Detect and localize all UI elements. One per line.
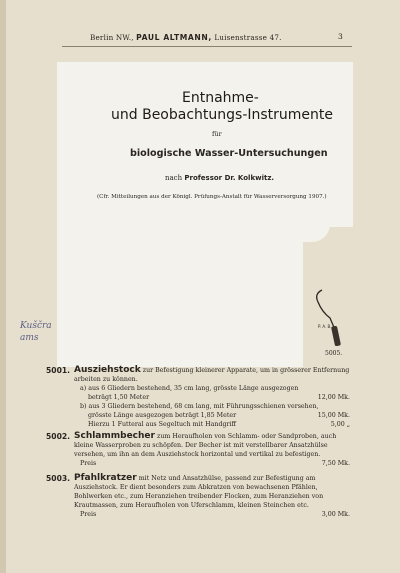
variant-a-text: beträgt 1,50 Meter <box>88 394 150 401</box>
cutout-right-notch <box>300 220 330 242</box>
variant-a-line: a) aus 6 Gliedern bestehend, 35 cm lang, grösste Länge ausgezogen <box>80 385 299 392</box>
variant-b-line: b) aus 3 Gliedern bestehend, 68 cm lang, mit Führungsschienen versehen, <box>80 403 319 410</box>
header-street: Luisenstrasse 47. <box>214 33 282 42</box>
price-row <box>74 510 350 519</box>
figure-stamp: P. A. B. <box>318 324 332 329</box>
price-label: Preis <box>80 460 97 467</box>
cutout-middle <box>98 220 303 367</box>
author-prefix: nach <box>165 174 183 182</box>
item-description: zur Befestigung kleinerer Apparate, um in grösserer Entfernung arbeiten zu können. <box>74 367 350 383</box>
variant-b-text: grösste Länge ausgezogen beträgt 1,85 Meter <box>88 412 237 419</box>
author-line <box>165 174 274 182</box>
price-label: Preis <box>80 511 97 518</box>
price-row <box>74 459 350 468</box>
item-number: 5002. <box>46 432 71 441</box>
case-price-row <box>74 420 350 429</box>
subtitle: biologische Wasser-Untersuchungen <box>130 148 328 159</box>
item-name: Pfahlkratzer <box>74 473 137 483</box>
case-text: Hierzu 1 Futteral aus Segeltuch mit Handgriff <box>88 421 237 428</box>
variant-b-price: 15,00 Mk. <box>317 412 350 419</box>
title-line-1: Entnahme- <box>182 90 259 106</box>
item-description: zum Heraufholen von Schlamm- oder Sandproben, auch kleine Wasserproben zu schöpfen. Der Becher ist mit verstellbarer Ansatzhülse versehen, um ihn an dem Ausziehstock horizontal und vertikal zu befestigen. <box>74 433 337 458</box>
figure-number: 5005. <box>325 350 343 357</box>
price-value: 7,50 Mk. <box>321 460 350 467</box>
item-description: mit Netz und Ansatzhülse, passend zur Befestigung am Ausziehstock. Er dient besonders zum Abkratzen von bewachsenen Pfählen, Bohlwerken etc., zum Heranziehen treibender Flocken, zum Heranziehen von Krautmassen, zum Heraufholen von Uferschlamm, kleinen Steinchen etc. <box>74 475 324 509</box>
cutout-top <box>98 62 353 227</box>
page-header <box>90 33 282 42</box>
author-name: Professor Dr. Kolkwitz. <box>184 174 275 182</box>
handwritten-note: Kuščra ams <box>20 321 52 343</box>
item-body <box>74 474 350 519</box>
price-value: 3,00 Mk. <box>321 511 350 518</box>
handle-sleeve <box>331 326 341 347</box>
header-rule <box>62 46 352 47</box>
item-name: Schlammbecher <box>74 431 155 441</box>
item-number: 5001. <box>46 366 71 375</box>
variant-b-price-row <box>74 411 350 420</box>
title-line-2: und Beobachtungs-Instrumente <box>111 107 334 123</box>
header-prefix: Berlin NW., <box>90 33 134 42</box>
reference-note: (Cfr. Mitteilungen aus der Königl. Prüfungs-Anstalt für Wasserversorgung 1907.) <box>97 194 327 200</box>
pole-scraper-drawing <box>312 288 352 350</box>
case-price: 5,00 „ <box>330 421 350 428</box>
item-body <box>74 366 350 429</box>
page-edge <box>0 0 6 573</box>
variant-a-price: 12,00 Mk. <box>317 394 350 401</box>
header-company: PAUL ALTMANN, <box>136 33 212 42</box>
item-name: Ausziehstock <box>74 365 141 375</box>
variant-a-price-row <box>74 393 350 402</box>
item-body <box>74 432 350 468</box>
page-number: 3 <box>338 32 343 41</box>
title-for: für <box>212 130 222 138</box>
item-number: 5003. <box>46 474 71 483</box>
